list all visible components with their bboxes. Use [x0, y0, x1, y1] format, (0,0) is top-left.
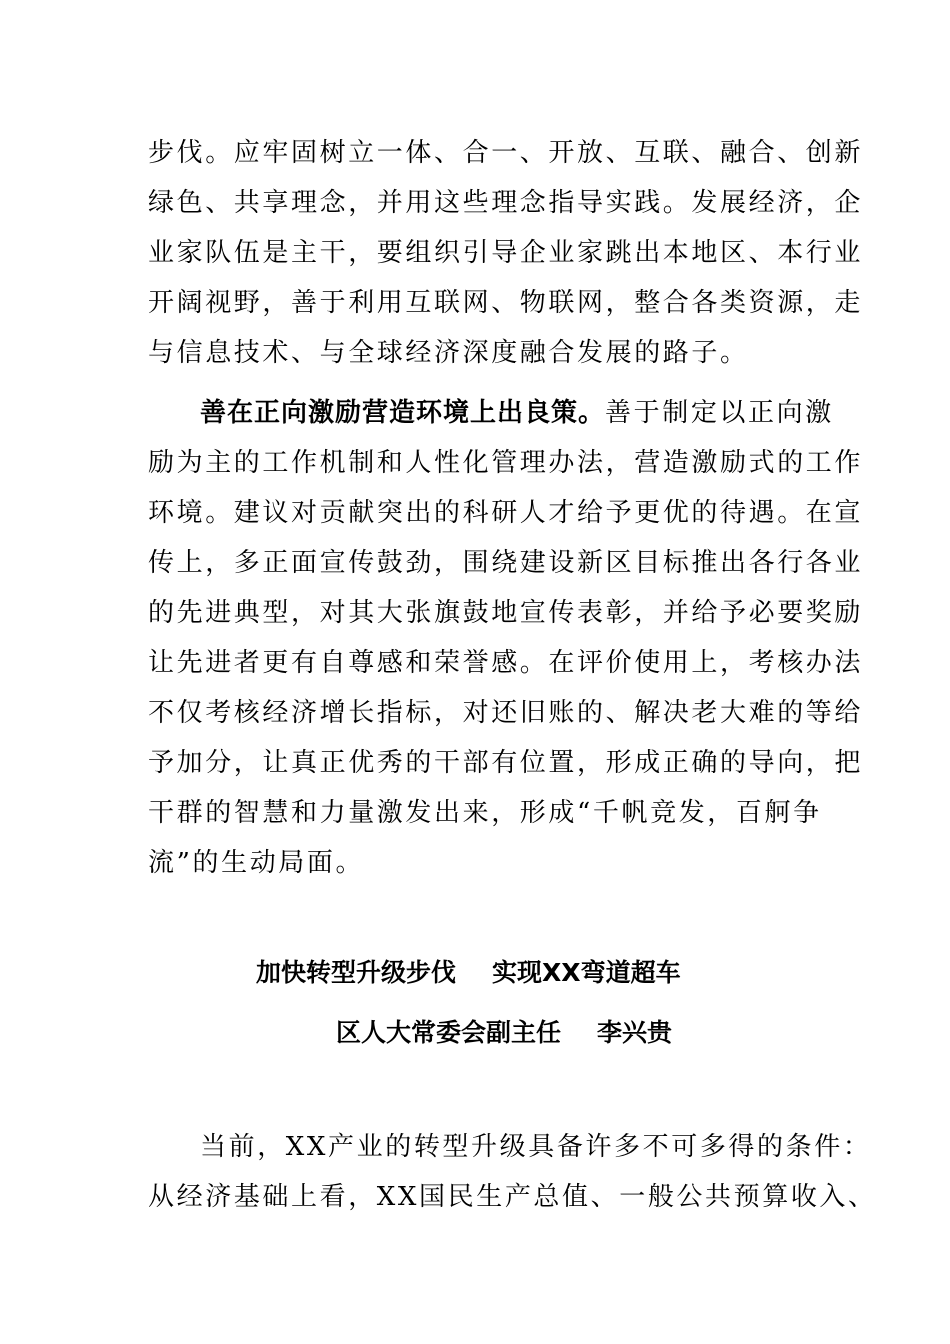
paragraph-1-line-3: 业家队伍是主干，要组织引导企业家跳出本地区、本行业 [148, 238, 864, 268]
article-title-part-2: 实现XX弯道超车 [492, 958, 681, 987]
author-name: 李兴贵 [597, 1018, 673, 1047]
paragraph-2-line-9: 干群的智慧和力量激发出来，形成“千帆竞发，百舸争 [148, 798, 822, 828]
paragraph-2-line-6: 让先进者更有自尊感和荣誉感。在评价使用上，考核办法 [148, 648, 864, 678]
paragraph-2-line-1 [200, 398, 834, 428]
paragraph-2-heading: 善在正向激励营造环境上出良策。 [200, 398, 606, 428]
paragraph-1-line-1: 步伐。应牢固树立一体、合一、开放、互联、融合、创新 [148, 138, 864, 168]
article-title-part-1: 加快转型升级步伐 [256, 958, 457, 987]
paragraph-2-line-10: 流”的生动局面。 [148, 848, 365, 878]
paragraph-2-line-4: 传上，多正面宣传鼓劲，围绕建设新区目标推出各行各业 [148, 548, 864, 578]
paragraph-2-line-5: 的先进典型，对其大张旗鼓地宣传表彰，并给予必要奖励 [148, 598, 864, 628]
paragraph-2-line-3: 环境。建议对贡献突出的科研人才给予更优的待遇。在宣 [148, 498, 864, 528]
paragraph-1-line-2: 绿色、共享理念，并用这些理念指导实践。发展经济，企 [148, 188, 864, 218]
article-title [256, 958, 681, 988]
paragraph-3-line-1: 当前，XX产业的转型升级具备许多不可多得的条件： [200, 1132, 872, 1162]
paragraph-1-line-5: 与信息技术、与全球经济深度融合发展的路子。 [148, 338, 749, 368]
paragraph-1-line-4: 开阔视野，善于利用互联网、物联网，整合各类资源，走 [148, 288, 864, 318]
paragraph-2-line-7: 不仅考核经济增长指标，对还旧账的、解决老大难的等给 [148, 698, 864, 728]
paragraph-3-line-2: 从经济基础上看，XX国民生产总值、一般公共预算收入、 [148, 1182, 877, 1212]
paragraph-2-line-8: 予加分，让真正优秀的干部有位置，形成正确的导向，把 [148, 748, 864, 778]
author-role: 区人大常委会副主任 [336, 1018, 562, 1047]
article-author [336, 1018, 672, 1048]
paragraph-2-first-line-rest: 善于制定以正向激 [605, 398, 834, 428]
paragraph-2-line-2: 励为主的工作机制和人性化管理办法，营造激励式的工作 [148, 448, 864, 478]
